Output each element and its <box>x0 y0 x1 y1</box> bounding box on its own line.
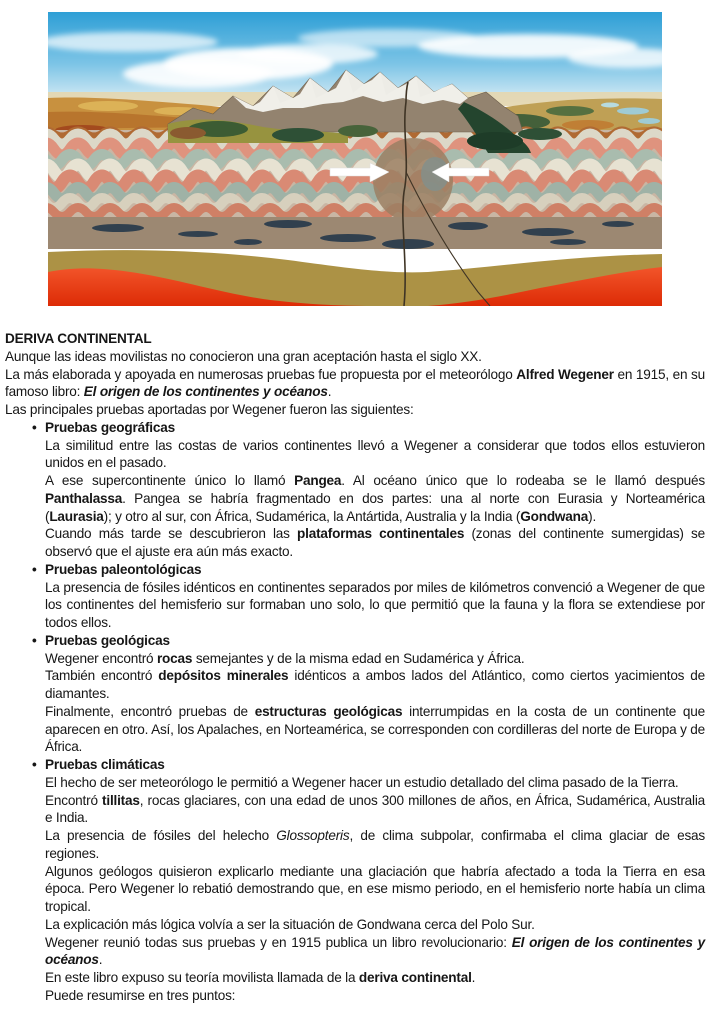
text-run: en 1915, en su famoso libro: <box>5 366 705 400</box>
text-run: tillitas <box>102 792 140 808</box>
text-run: . Pangea se habría fragmentado en dos partes: una al norte con Eurasia y Norteamérica ( <box>45 490 705 524</box>
text-run: También encontró <box>45 668 159 684</box>
bullet-paragraph <box>45 827 705 863</box>
bullet-heading-climatic <box>5 756 705 774</box>
text-run: La presencia de fósiles idénticos en continentes separados por miles de kilómetros convenció a Wegener de que los continentes del hemisferio sur formaban uno solo, lo que permitió que la fauna y la flora se extendiese por todos ellos. <box>45 579 705 630</box>
text-run: El origen de los continentes y océanos <box>45 934 705 968</box>
bullet-paragraph <box>45 987 705 1005</box>
bullet-paragraph <box>45 792 705 828</box>
text-run: ). <box>588 508 597 524</box>
text-run: La más elaborada y apoyada en numerosas pruebas fue propuesta por el meteorólogo <box>5 366 517 382</box>
text-run: Glossopteris <box>276 828 350 843</box>
document-body <box>5 330 705 1005</box>
text-run: depósitos minerales <box>158 668 289 684</box>
bullet-paragraph <box>45 969 705 987</box>
text-run: Wegener reunió todas sus pruebas y en 1915 publica un libro revolucionario: <box>45 934 512 950</box>
text-run: (zonas del continente sumergidas) se observó que el ajuste era aún más exacto. <box>45 526 705 559</box>
text-run: ); y otro al sur, con África, Sudamérica, la Antártida, Australia y la India ( <box>103 508 521 524</box>
text-run: Puede resumirse en tres puntos: <box>45 987 236 1003</box>
text-run: Las principales pruebas aportadas por Wegener fueron las siguientes: <box>5 402 414 417</box>
bullet-marker: • <box>32 419 37 435</box>
intro-paragraph <box>5 348 705 366</box>
bullet-paragraph <box>45 579 705 632</box>
text-run: Panthalassa <box>45 490 123 506</box>
text-run: El origen de los continentes y océanos <box>83 384 328 400</box>
text-run: Pangea <box>294 473 342 488</box>
bullet-heading-geographic <box>5 419 705 437</box>
text-run: Pruebas climáticas <box>45 757 165 772</box>
text-run: Gondwana <box>520 508 589 524</box>
bullet-marker: • <box>32 561 37 577</box>
text-run: Laurasia <box>49 508 104 524</box>
intro-paragraph <box>5 366 705 402</box>
bullet-paragraph <box>45 703 705 756</box>
text-run: La presencia de fósiles del helecho <box>45 828 277 843</box>
text-run: Pruebas geográficas <box>45 419 175 435</box>
text-run: idénticos a ambos lados del Atlántico, como ciertos yacimientos de diamantes. <box>45 668 705 701</box>
bullet-paragraph <box>45 774 705 792</box>
text-run: Wegener encontró <box>45 650 157 666</box>
bullet-paragraph <box>45 437 705 473</box>
text-run: deriva continental <box>358 970 472 985</box>
bullet-marker: • <box>32 632 37 648</box>
bullet-paragraph <box>45 934 705 970</box>
text-run: El hecho de ser meteorólogo le permitió a Wegener hacer un estudio detallado del clima pasado de la Tierra. <box>45 774 679 790</box>
text-run: , de clima subpolar, confirmaba el clima glaciar de esas regiones. <box>45 828 705 861</box>
text-run: A ese supercontinente único lo llamó <box>45 473 295 488</box>
text-run: plataformas continentales <box>297 526 465 542</box>
bullet-paragraph <box>45 525 705 561</box>
text-run: rocas <box>156 650 193 666</box>
bullet-paragraph <box>45 863 705 916</box>
text-run: La explicación más lógica volvía a ser la situación de Gondwana cerca del Polo Sur. <box>45 916 535 932</box>
text-run: semejantes y de la misma edad en Sudamérica y África. <box>192 650 525 666</box>
text-run: Aunque las ideas movilistas no conocieron una gran aceptación hasta el siglo XX. <box>5 348 482 364</box>
bullet-heading-paleontologic <box>5 561 705 579</box>
bullet-marker: • <box>32 757 37 772</box>
text-run: DERIVA CONTINENTAL <box>5 331 152 346</box>
text-run: Finalmente, encontró pruebas de <box>45 703 255 719</box>
text-run: En este libro expuso su teoría movilista llamada de la <box>45 970 359 985</box>
text-run: , rocas glaciares, con una edad de unos 300 millones de años, en África, Sudamérica, Australia e India. <box>45 792 706 826</box>
text-run: Pruebas geológicas <box>45 632 170 648</box>
text-run: Pruebas paleontológicas <box>45 561 202 577</box>
text-run: La similitud entre las costas de varios continentes llevó a Wegener a considerar que todos ellos estuvieron unidos en el pasado. <box>45 437 705 471</box>
bullet-paragraph <box>45 650 705 668</box>
text-run: interrumpidas en la costa de un continente que aparecen en otro. Así, los Apalaches, en Norteamérica, se corresponden con cordilleras del norte de Europa y de África. <box>45 703 705 755</box>
text-run: . <box>327 384 332 400</box>
page-title <box>5 330 705 348</box>
bullet-paragraph <box>45 667 705 703</box>
text-run: Cuando más tarde se descubrieron las <box>45 526 298 542</box>
orogeny-cross-section-figure <box>48 12 662 306</box>
text-run: estructuras geológicas <box>254 703 403 719</box>
text-run: Encontró <box>45 792 103 808</box>
bullet-paragraph <box>45 472 705 525</box>
bullet-paragraph <box>45 916 705 934</box>
intro-paragraph <box>5 401 705 419</box>
bullet-heading-geologic <box>5 632 705 650</box>
text-run: . Al océano único que lo rodeaba se le llamó después <box>341 473 705 488</box>
folded-strata <box>48 130 662 224</box>
text-run: . <box>471 970 476 985</box>
text-run: . <box>98 952 103 968</box>
basement-layer <box>48 217 662 249</box>
text-run: Alfred Wegener <box>516 366 614 382</box>
text-run: Algunos geólogos quisieron explicarlo mediante una glaciación que habría afectado a toda la Tierra en esa época. Pero Wegener lo rebatió demostrando que, en ese mismo periodo, en el hemisferio norte había un clima tropical. <box>45 863 705 914</box>
